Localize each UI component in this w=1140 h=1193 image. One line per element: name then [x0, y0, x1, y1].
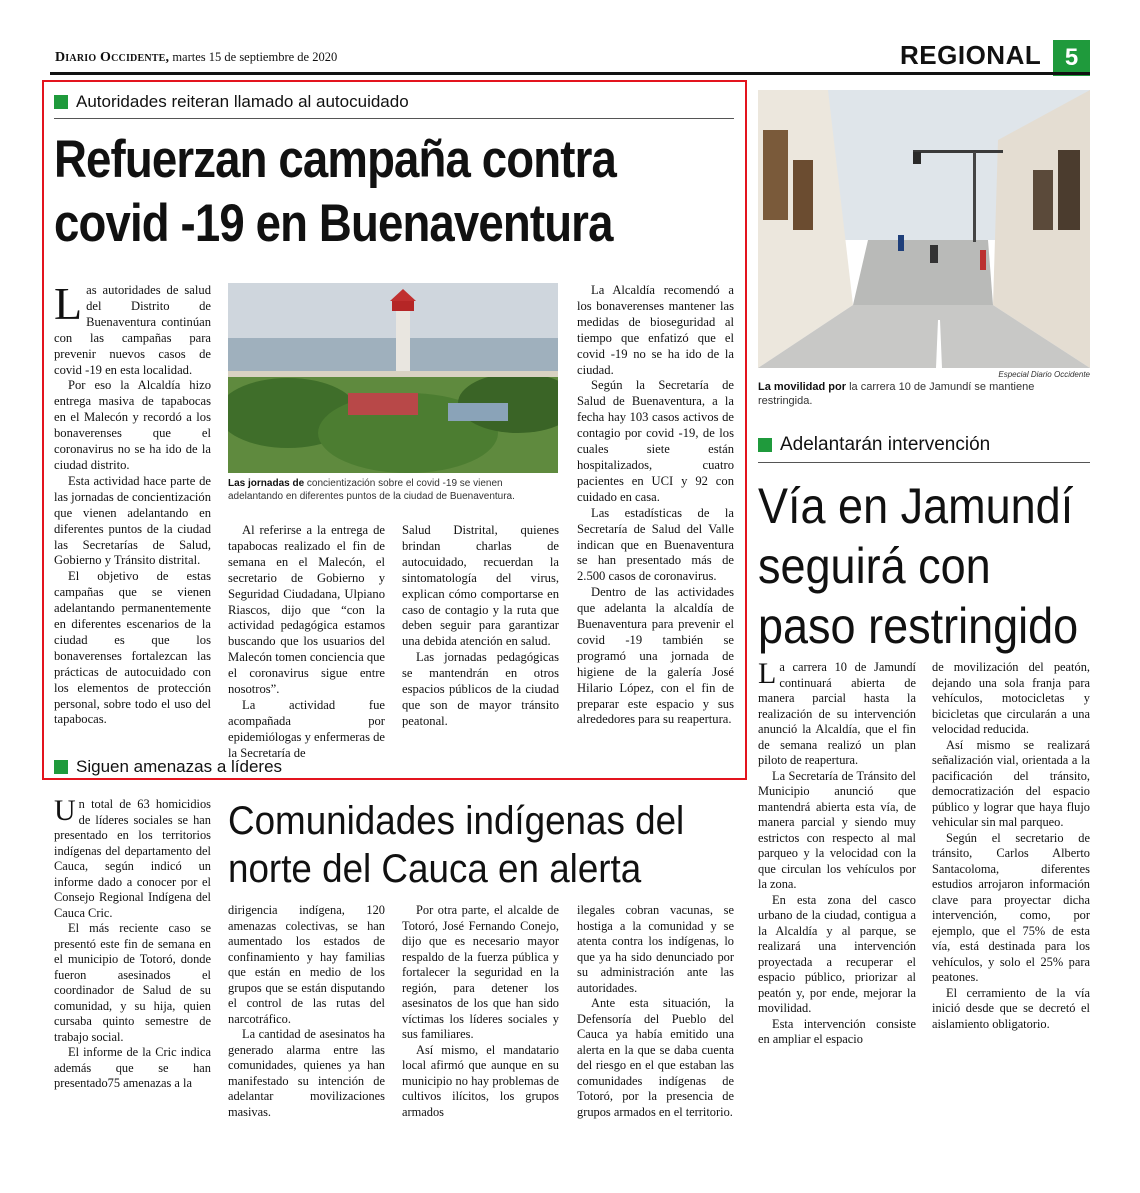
issue-date: martes 15 de septiembre de 2020: [172, 50, 338, 64]
story3-para: Así mismo se realizará señalización vial, orientada a la pacificación del tránsito, democratización del espacio público y lograr que haya flujo vehicular sin mal parqueo.: [932, 737, 1090, 829]
paper-name: Diario Occidente,: [55, 50, 170, 65]
story1-para: Al referirse a la entrega de tapabocas realizado el fin de semana en el Malecón, el secretario de Gobierno y Seguridad Ciudadana, Ulpiano Riascos, dijo que “con la actividad pedagógica estamos buscando que los usuarios del Malecón tomen conciencia que el coronavirus sigue entre nosotros”.: [228, 523, 386, 697]
story3-kicker-text: Adelantarán intervención: [780, 434, 991, 455]
story3-para: de movilización del peatón, dejando una sola franja para vehículos, motocicletas y bicicletas que circularán a una velocidad reducida.: [932, 660, 1090, 736]
story1-para: La actividad fue acompañada por epidemiólogas y enfermeras de la Secretaría de: [228, 697, 386, 760]
jamundi-caption: [758, 381, 1090, 408]
story2-col2: [228, 903, 385, 1120]
story1-headline-line1: Refuerzan campaña contra: [54, 130, 616, 189]
story2-para: Ante esta situación, la Defensoría del Pueblo del Cauca ya había emitido una alerta en la que se daba cuenta del riesgo en el que estaban las comunidades indígenas de Totoró, por la presencia de grupos armados en el territorio.: [577, 996, 734, 1119]
story2-para: Por otra parte, el alcalde de Totoró, José Fernando Conejo, dijo que es necesario mayor respaldo de la fuerza pública y fortalecer la seguridad en la región, para detener los asesinatos de los que han sido víctimas los líderes sociales y sus familiares.: [402, 903, 559, 1041]
story1-para: Salud Distrital, quienes brindan charlas de autocuidado, recuerdan la sintomatología del virus, explican cómo comportarse en caso de contagio y la ruta que deben seguir para garantizar una debida atención en salud.: [402, 523, 559, 649]
story2-para: El informe de la Cric indica además que se han presentado75 amenazas a la: [54, 1045, 211, 1090]
story3-para: En esta zona del casco urbano de la ciudad, contigua a la Alcaldía y al parque, se realizará una intervención proyectada a recuperar el espacio público, priorizar al peatón y, por ende, mejorar la movilidad.: [758, 892, 916, 1015]
story1-para: Las jornadas pedagógicas se mantendrán en otros espacios públicos de la ciudad que son de mayor tránsito peatonal.: [402, 650, 559, 728]
story3-para: La Secretaría de Tránsito del Municipio anunció que mantendrá abierta esta vía, de manera parcial y siendo muy estrictos con respecto al mal parqueo y la velocidad con la que circulan los vehículos por la zona.: [758, 768, 916, 891]
story1-para: Según la Secretaría de Salud de Buenaventura, a la fecha hay 103 casos activos de contagio por covid -19, de los cuales siete están hospitalizados, cuatro pacientes en UCI y 92 con cuidado en casa.: [577, 378, 734, 504]
story1-col1: [54, 278, 212, 728]
story3-headline-line2: seguirá con: [758, 538, 991, 594]
story3-col2: [932, 660, 1090, 1032]
kicker-rule: [758, 462, 1090, 463]
story3-headline-line1: Vía en Jamundí: [758, 478, 1074, 534]
story2-para: ilegales cobran vacunas, se hostiga a la comunidad y se atenta contra los indígenas, lo que ya ha sido denunciado por su administración ante las autoridades.: [577, 903, 734, 995]
story2-kicker: [54, 757, 282, 777]
jamundi-caption-lead: La movilidad por: [758, 381, 847, 393]
jamundi-photo-credit: Especial Diario Occidente: [998, 370, 1090, 379]
story1-para: Esta actividad hace parte de las jornadas de concientización que vienen adelantando en diferentes puntos de la ciudad las Secretarías de Salud, Gobierno y Tránsito distrital.: [54, 473, 212, 568]
malecon-photo: [228, 283, 558, 473]
story2-para: El más reciente caso se presentó este fin de semana en el municipio de Totoró, donde fueron asesinados el coordinador de Salud de su comunidad, y su hija, quien cursaba quinto semestre de trabajo social.: [54, 921, 211, 1044]
story1-headline-line2: covid -19 en Buenaventura: [54, 194, 613, 253]
jamundi-photo: [758, 90, 1090, 368]
story1-para: Dentro de las actividades que adelanta la alcaldía de Buenaventura para prevenir el covid -19 también se programó una jornada de higiene de la galería José Hilario López, con el fin de preparar este espacio y sus alrededores para su reapertura.: [577, 585, 734, 727]
story3-col1: [758, 657, 916, 1048]
story3-para: Según el secretario de tránsito, Carlos Alberto Santacoloma, diferentes estudios arrojaron información clave para proyectar dicha intervención, como, por ejemplo, que el 75% de esta vía, está destinada para los vehículos, y solo el 25% para peatones.: [932, 830, 1090, 984]
story2-para: n total de 63 homicidios de líderes sociales se han presentado en los territorios indígenas del departamento del Cauca, según indicó un informe dado a conocer por el Consejo Regional Indígena del Cauca Cric.: [54, 797, 211, 920]
story3-para: a carrera 10 de Jamundí continuará abierta de manera parcial hasta la realización de su intervención anunció la Alcaldía, que el fin de semana realizó un plan piloto de reapertura.: [758, 660, 916, 767]
story1-dropcap: L: [54, 278, 83, 329]
story2-headline-line2: norte del Cauca en alerta: [228, 847, 642, 891]
story3-headline: [758, 476, 1078, 656]
story3-headline-line3: paso restringido: [758, 598, 1079, 654]
story1-kicker: [54, 92, 409, 112]
story2-headline: [228, 797, 684, 893]
masthead: [55, 50, 337, 66]
story2-col3: [402, 903, 559, 1120]
story3-kicker: [758, 434, 990, 456]
story1-para: Por eso la Alcaldía hizo entrega masiva de tapabocas en el Malecón y recordó a los bonaverenses que el coronavirus no se ha ido de la ciudad distrito.: [54, 378, 211, 472]
story1-col4: [577, 283, 734, 728]
story2-para: Así mismo, el mandatario local afirmó que aunque en su municipio no hay problemas de cultivos ilícitos, los grupos armados: [402, 1042, 559, 1119]
story2-col1: [54, 794, 211, 1092]
malecon-caption-lead: Las jornadas de: [228, 478, 305, 489]
malecon-caption-text: concientización sobre el covid -19 se vienen adelantando en diferentes puntos de la ciudad de Buenaventura.: [228, 478, 515, 502]
story2-dropcap: U: [54, 794, 76, 827]
kicker-square-icon: [54, 760, 68, 774]
story3-para: El cerramiento de la vía inició desde que se decretó el aislamiento obligatorio.: [932, 985, 1090, 1031]
page-number: 5: [1053, 40, 1090, 76]
story1-para: Las estadísticas de la Secretaría de Salud del Valle indican que en Buenaventura se han presentado más de 2.500 casos de coronavirus.: [577, 505, 734, 584]
story1-col2: [228, 523, 385, 762]
kicker-square-icon: [758, 438, 772, 452]
story2-col4: [577, 903, 734, 1120]
story1-para: as autoridades de salud del Distrito de Buenaventura continúan con las campañas para prevenir nuevos casos de covid -19 en esta localidad.: [54, 283, 211, 377]
story1-col3: [402, 523, 559, 730]
header-rule: [50, 72, 1090, 75]
story2-headline-line1: Comunidades indígenas del: [228, 799, 685, 843]
kicker-square-icon: [54, 95, 68, 109]
malecon-caption: [228, 478, 558, 503]
section-name: REGIONAL: [900, 40, 1042, 70]
story1-para: El objetivo de estas campañas que se vienen adelantando permanentemente en diferentes escenarios de la ciudad es que los bonaverenses fortalezcan las prácticas de autocuidado con los elementos de protección personal, sobre todo el uso del tapabocas.: [54, 569, 211, 727]
story1-para: La Alcaldía recomendó a los bonaverenses mantener las medidas de bioseguridad al tiempo que enfatizó que el covid -19 no se ha ido de la ciudad.: [577, 283, 734, 377]
story2-kicker-text: Siguen amenazas a líderes: [76, 757, 283, 776]
jamundi-caption-text: la carrera 10 de Jamundí se mantiene restringida.: [758, 381, 1035, 407]
story1-kicker-text: Autoridades reiteran llamado al autocuidado: [76, 92, 409, 111]
story2-para: dirigencia indígena, 120 amenazas colectivas, se han aumentado los estados de confinamiento y hay familias que están en medio de los grupos que se están disputando el control de las rutas del narcotráfico.: [228, 903, 385, 1026]
kicker-rule: [54, 118, 734, 119]
story2-para: La cantidad de asesinatos ha generado alarma entre las comunidades, quienes ya han manifestado su intención de adelantar movilizaciones masivas.: [228, 1027, 385, 1119]
story3-dropcap: L: [758, 657, 777, 690]
story3-para: Esta intervención consiste en ampliar el espacio: [758, 1016, 916, 1046]
story1-headline: [54, 128, 616, 256]
